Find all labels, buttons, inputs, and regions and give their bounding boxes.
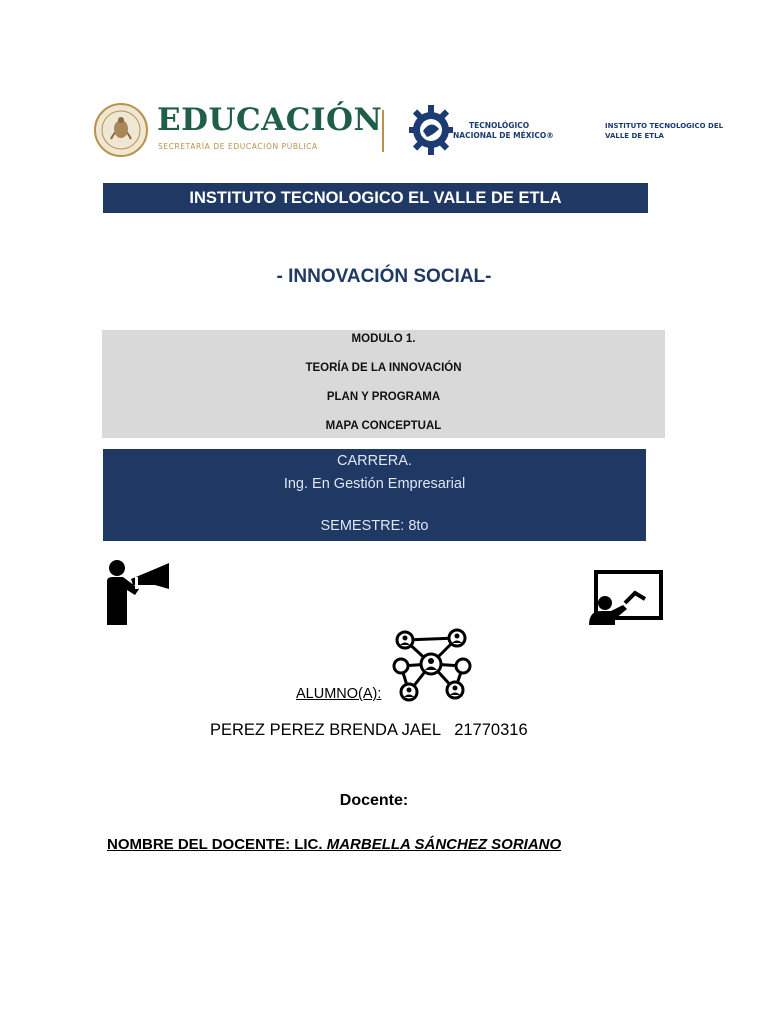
tecnm-logo-text xyxy=(453,121,554,141)
teacher-heading: Docente: xyxy=(339,792,409,809)
logo-separator xyxy=(382,110,384,152)
mexico-seal-icon xyxy=(93,101,149,159)
module-topic: TEORÍA DE LA INNOVACIÓN xyxy=(305,362,462,374)
module-box xyxy=(102,330,665,438)
module-plan: PLAN Y PROGRAMA xyxy=(326,391,441,403)
career-box xyxy=(103,449,646,541)
institute-banner xyxy=(103,183,648,213)
educacion-logo-title: EDUCACIÓN xyxy=(157,102,383,138)
teacher-prefix: NOMBRE DEL DOCENTE: LIC. xyxy=(107,836,327,853)
tecnm-logo-line2: NACIONAL DE MÉXICO® xyxy=(453,131,554,140)
speaker-icon xyxy=(105,559,171,627)
module-number: MODULO 1. xyxy=(351,333,416,345)
student-name-id: PEREZ PEREZ BRENDA JAEL 21770316 xyxy=(210,721,528,739)
educacion-logo-subtitle: SECRETARÍA DE EDUCACIÓN PÚBLICA xyxy=(158,142,318,151)
semester: SEMESTRE: 8to xyxy=(320,518,429,534)
network-icon xyxy=(391,626,473,702)
career-name: Ing. En Gestión Empresarial xyxy=(283,476,466,492)
teacher-name: MARBELLA SÁNCHEZ SORIANO xyxy=(326,836,562,853)
career-label: CARRERA. xyxy=(337,453,412,469)
student-label: ALUMNO(A): xyxy=(296,686,382,702)
teacher-line xyxy=(107,836,561,853)
course-title: - INNOVACIÓN SOCIAL- xyxy=(276,266,492,287)
tecnm-gear-icon xyxy=(409,101,453,159)
institute-corner-line1: INSTITUTO TECNOLOGICO DEL xyxy=(605,122,724,130)
institute-corner-line2: VALLE DE ETLA xyxy=(605,132,664,140)
institute-banner-text: INSTITUTO TECNOLOGICO EL VALLE DE ETLA xyxy=(189,188,562,207)
institute-corner-name xyxy=(605,121,723,141)
module-activity: MAPA CONCEPTUAL xyxy=(325,420,442,432)
tecnm-logo-line1: TECNOLÓGICO xyxy=(469,121,530,130)
presentation-icon xyxy=(587,569,664,627)
